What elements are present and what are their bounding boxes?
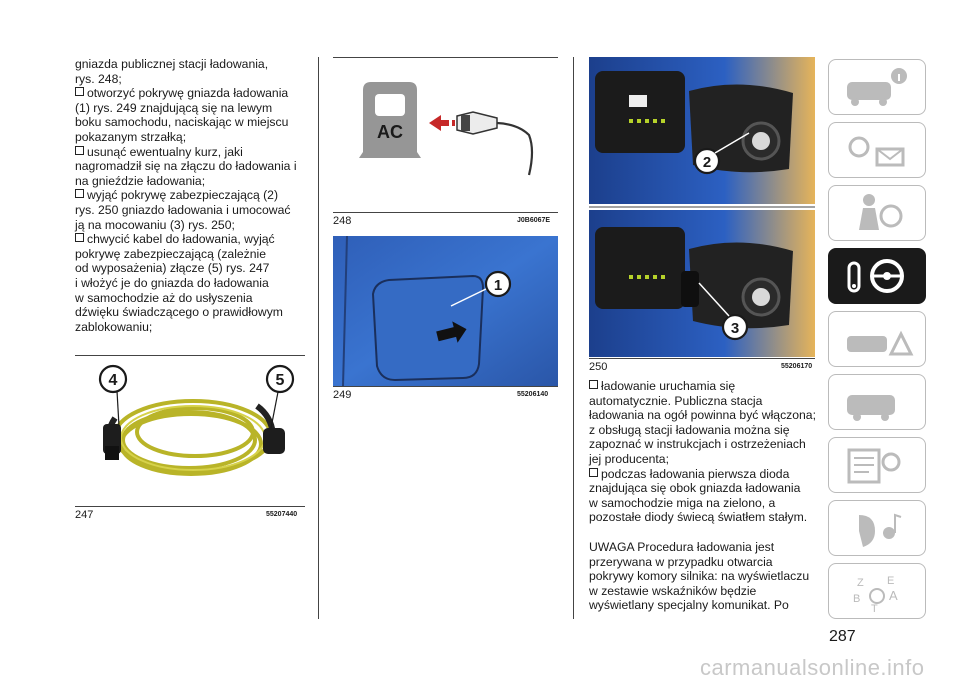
text-line — [75, 291, 315, 306]
lights-message-icon — [829, 123, 925, 177]
checkbox-bullet-icon — [75, 87, 84, 96]
chapter-tab-lights-message[interactable] — [828, 122, 926, 178]
text-line — [75, 261, 315, 276]
figure-250-bottom-rule — [589, 358, 815, 359]
text-line — [75, 159, 315, 174]
text-line — [589, 394, 824, 409]
line-text: od wyposażenia) złącze (5) rys. 247 — [75, 261, 270, 276]
figure-249-bottom-rule — [333, 386, 558, 387]
svg-text:A: A — [889, 588, 898, 603]
ac-label: AC — [377, 122, 403, 142]
text-line — [589, 452, 824, 467]
text-line — [75, 57, 315, 72]
callout-5: 5 — [275, 372, 285, 389]
note-line: UWAGA Procedura ładowania jest — [589, 540, 775, 554]
text-line — [75, 320, 315, 335]
key-steering-wheel-icon — [829, 249, 925, 303]
checkbox-bullet-icon — [75, 233, 84, 242]
car-warning-icon — [829, 312, 925, 366]
figure-249-code: 55206140 — [517, 391, 549, 398]
line-text: nagromadził się na złączu do ładowania i — [75, 159, 297, 174]
multimedia-icon — [829, 501, 925, 555]
figure-249-image — [333, 236, 558, 386]
checkbox-bullet-icon — [75, 189, 84, 198]
figure-248-number: 248 — [333, 215, 352, 227]
note-line: pokrywy komory silnika: na wyświetlaczu — [589, 569, 810, 584]
line-text: automatycznie. Publiczna stacja — [589, 393, 763, 408]
svg-text:B: B — [853, 593, 861, 605]
line-text: w samochodzie aż do usłyszenia — [75, 290, 253, 305]
text-line — [75, 276, 315, 291]
maintenance-gear-icon — [829, 438, 925, 492]
callout-1: 1 — [493, 277, 503, 294]
line-text: pozostałe diody świecą światłem stałym. — [589, 510, 808, 525]
car-emergency-icon — [829, 375, 925, 429]
text-line — [75, 72, 315, 87]
figure-248-code: J0B6067E — [517, 217, 551, 224]
chapter-tab-car-emergency[interactable] — [828, 374, 926, 430]
text-line — [589, 467, 824, 482]
line-text: znajdująca się obok gniazda ładowania — [589, 481, 801, 496]
text-line — [589, 379, 824, 394]
text-line — [589, 481, 824, 496]
text-line — [75, 174, 315, 189]
watermark: carmanualsonline.info — [700, 655, 925, 680]
car-info-icon — [829, 60, 925, 114]
line-text: pokazanym strzałką; — [75, 129, 187, 144]
svg-text:Z: Z — [857, 577, 864, 589]
text-line — [75, 203, 315, 218]
line-text: na gnieździe ładowania; — [75, 173, 206, 188]
airbag-safety-icon — [829, 186, 925, 240]
line-text: (1) rys. 249 znajdującą się na lewym — [75, 100, 273, 115]
text-line — [75, 130, 315, 145]
line-text: rys. 248; — [75, 71, 122, 86]
line-text: otworzyć pokrywę gniazda ładowania — [87, 86, 289, 101]
checkbox-bullet-icon — [75, 146, 84, 155]
checkbox-bullet-icon — [589, 468, 598, 477]
callout-4: 4 — [108, 372, 118, 389]
figure-247-image — [75, 358, 305, 506]
line-text: wyjąć pokrywę zabezpieczającą (2) — [87, 188, 279, 203]
figure-247-top-rule — [75, 355, 305, 356]
left-text-column — [75, 57, 315, 334]
text-line — [75, 101, 315, 116]
callout-3: 3 — [730, 320, 740, 337]
line-text: jej producenta; — [589, 451, 669, 466]
text-line — [75, 86, 315, 101]
checkbox-bullet-icon — [589, 380, 598, 389]
line-text: rys. 250 gniazdo ładowania i umocować — [75, 202, 291, 217]
line-text: pokrywę zabezpieczającą (zależnie — [75, 246, 267, 261]
svg-text:T: T — [871, 603, 878, 615]
page-number: 287 — [829, 628, 856, 645]
line-text: zablokowaniu; — [75, 319, 153, 334]
chapter-tab-car-warning[interactable] — [828, 311, 926, 367]
chapter-tab-index-search[interactable] — [828, 563, 926, 619]
line-text: z obsługą stacji ładowania można się — [589, 422, 790, 437]
text-line — [589, 437, 824, 452]
figure-249-number: 249 — [333, 389, 352, 401]
chapter-tab-airbag-safety[interactable] — [828, 185, 926, 241]
index-search-icon — [829, 564, 925, 618]
note-line: przerywana w przypadku otwarcia — [589, 554, 773, 569]
chapter-tab-multimedia[interactable] — [828, 500, 926, 556]
figure-248-bottom-rule — [333, 212, 558, 213]
figure-248-image — [333, 60, 558, 210]
text-line — [75, 115, 315, 130]
figure-247-number: 247 — [75, 509, 94, 521]
line-text: ładowania na ogół powinna być włączona; — [589, 408, 816, 423]
text-line — [75, 247, 315, 262]
line-text: chwycić kabel do ładowania, wyjąć — [87, 232, 275, 247]
line-text: i włożyć je do gniazda do ładowania — [75, 275, 269, 290]
figure-250-number: 250 — [589, 361, 608, 373]
text-line — [75, 145, 315, 160]
line-text: ładowanie uruchamia się — [601, 379, 736, 393]
text-line — [589, 423, 824, 438]
column-divider-2 — [573, 57, 574, 619]
chapter-tab-key-steering-wheel[interactable] — [828, 248, 926, 304]
text-line — [589, 496, 824, 511]
note-line: wyświetlany specjalny komunikat. Po — [589, 598, 789, 613]
line-text: dźwięku świadczącego o prawidłowym — [75, 305, 283, 320]
text-line — [75, 305, 315, 320]
text-line — [589, 408, 824, 423]
line-text: gniazda publicznej stacji ładowania, — [75, 57, 269, 71]
line-text: w samochodzie miga na zielono, a — [589, 495, 776, 510]
chapter-tab-maintenance-gear[interactable] — [828, 437, 926, 493]
line-text: usunąć ewentualny kurz, jaki — [87, 144, 243, 159]
text-line — [589, 510, 824, 525]
column-divider-1 — [318, 57, 319, 619]
line-text: zapoznać w instrukcjach i ostrzeżeniach — [589, 437, 806, 452]
figure-247-bottom-rule — [75, 506, 305, 507]
right-text-column — [589, 379, 824, 525]
text-line — [75, 188, 315, 203]
chapter-tab-car-info[interactable] — [828, 59, 926, 115]
figure-247-code: 55207440 — [266, 511, 298, 518]
callout-2: 2 — [702, 154, 712, 171]
note-line: w zestawie wskaźników będzie — [589, 583, 757, 598]
line-text: podczas ładowania pierwsza dioda — [601, 466, 790, 481]
line-text: ją na mocowaniu (3) rys. 250; — [75, 217, 235, 232]
text-line — [75, 232, 315, 247]
figure-250-image — [589, 57, 815, 357]
svg-text:E: E — [887, 575, 895, 587]
figure-248-top-rule — [333, 57, 558, 58]
figure-250-code: 55206170 — [781, 363, 813, 370]
line-text: boku samochodu, naciskając w miejscu — [75, 115, 289, 130]
text-line — [75, 218, 315, 233]
note-text-block — [589, 540, 824, 613]
